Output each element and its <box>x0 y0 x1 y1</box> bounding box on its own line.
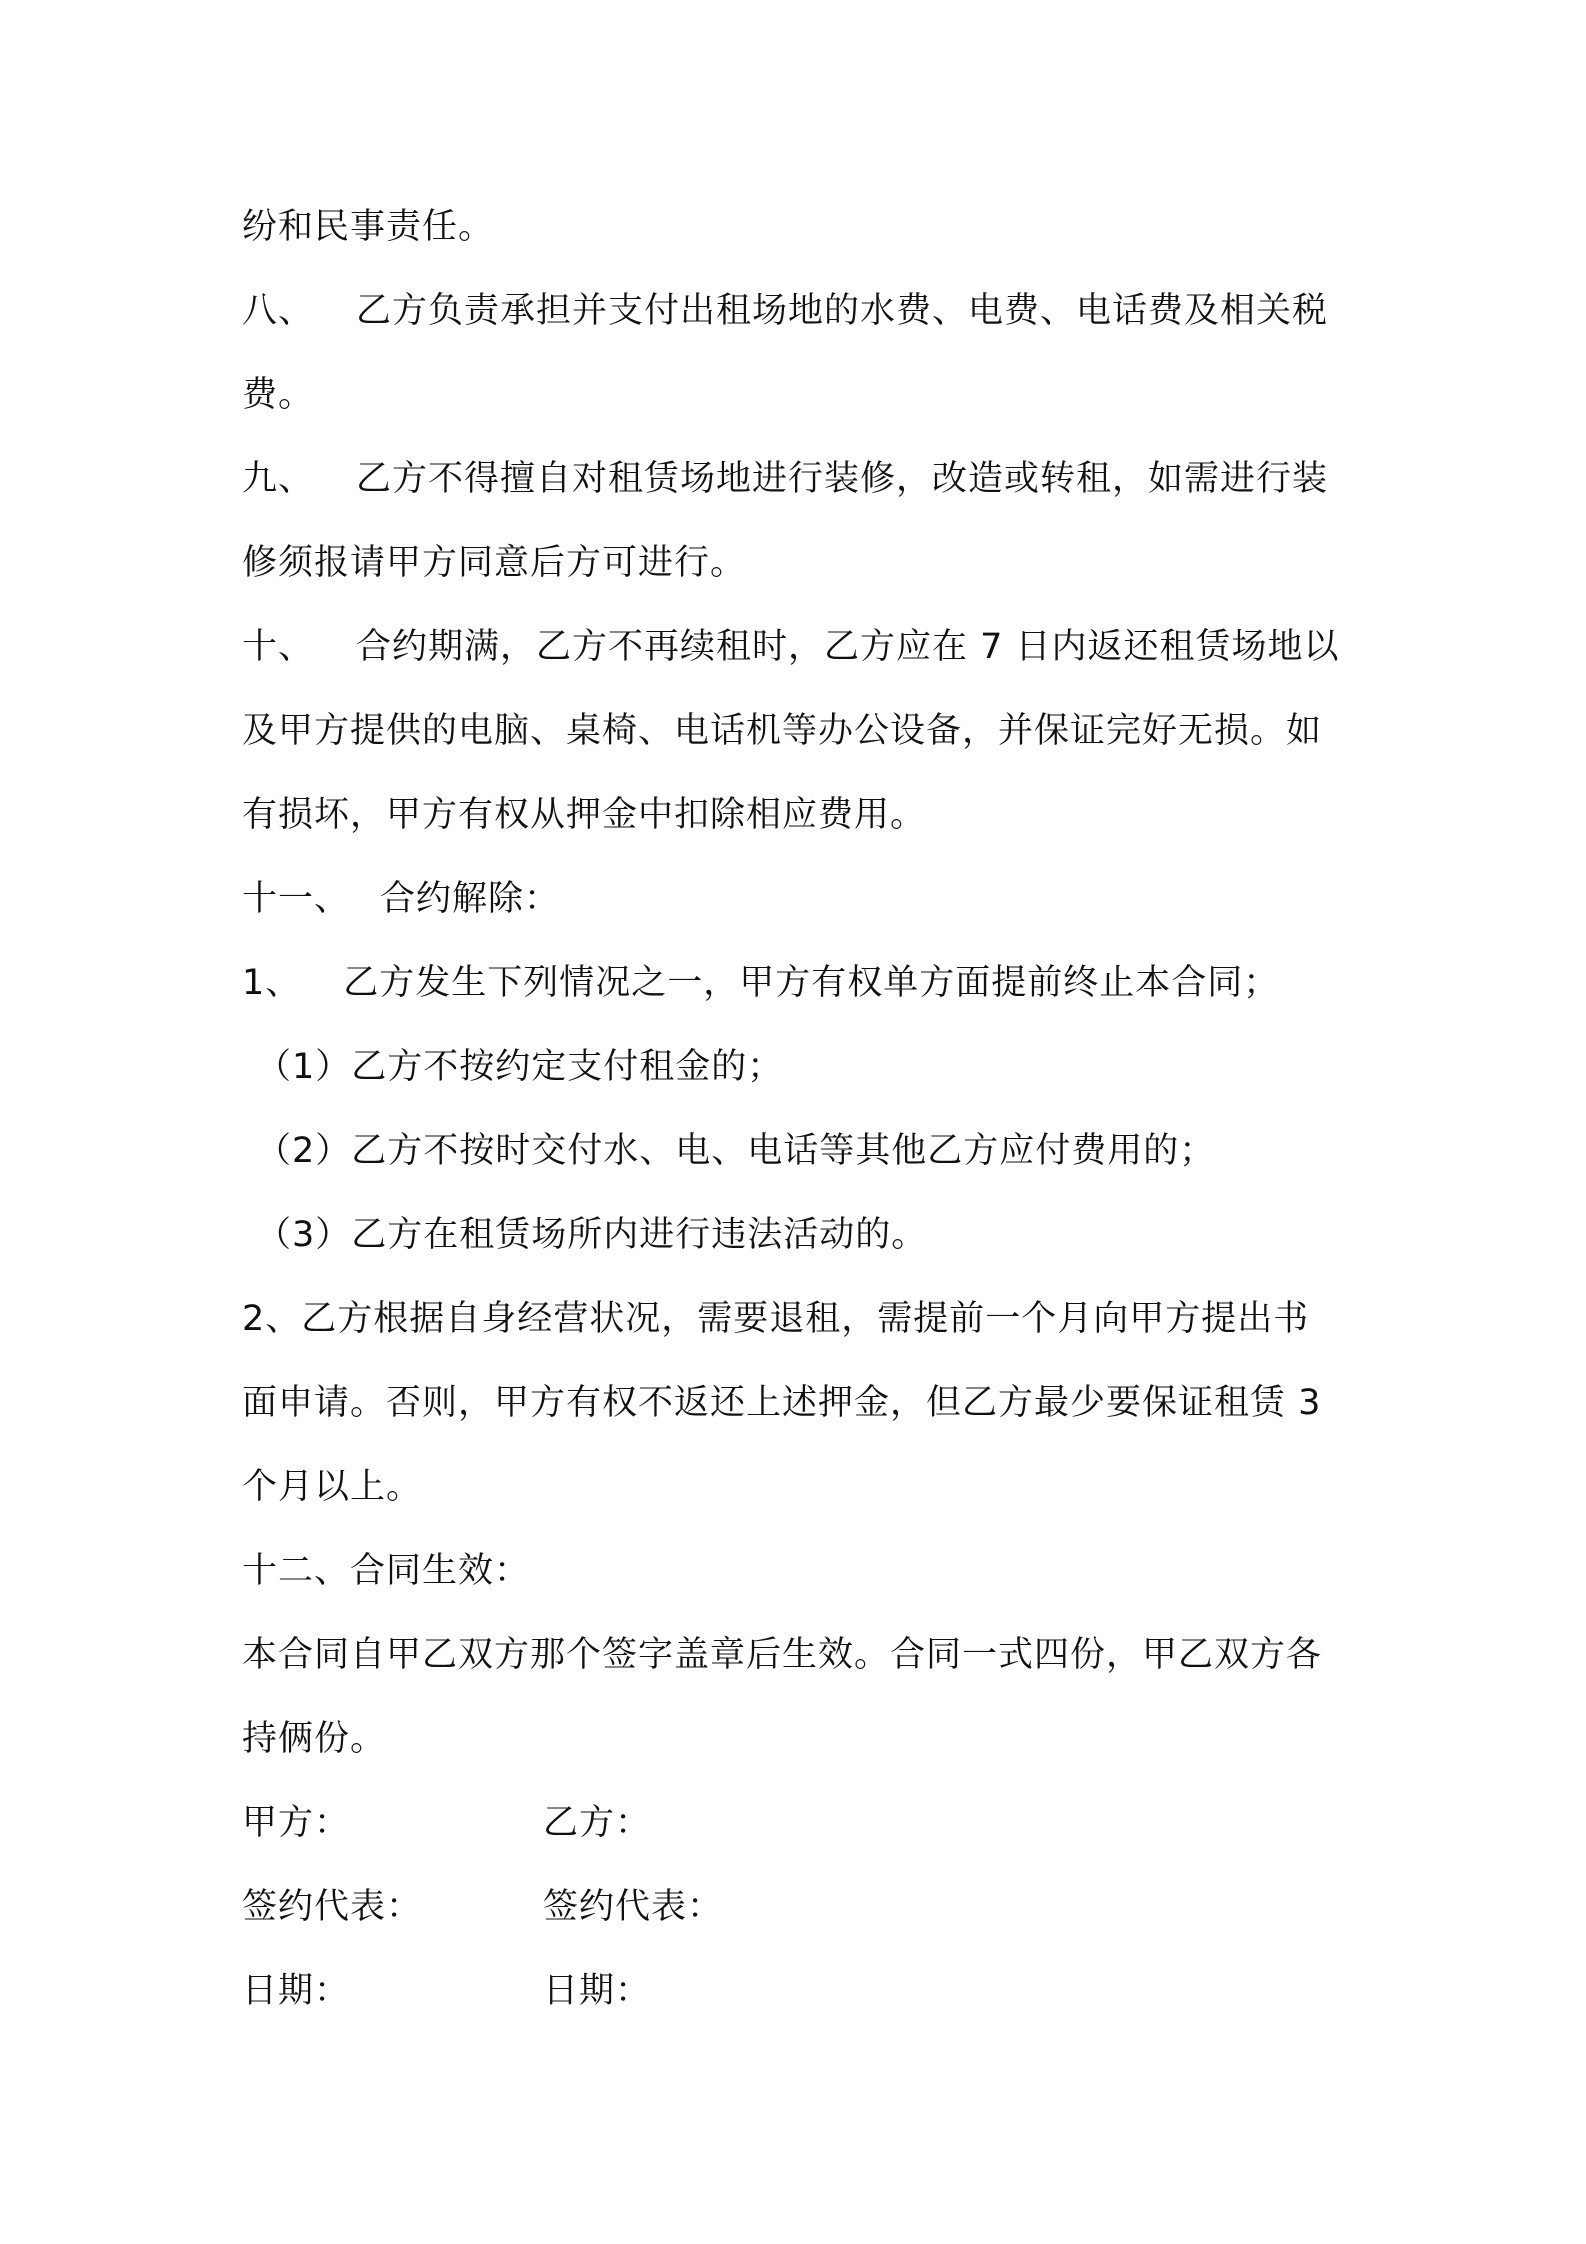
paragraph-line: 个月以上。 <box>242 1467 423 1507</box>
paragraph-line: 费。 <box>242 375 315 415</box>
clause-10 <box>242 625 1340 669</box>
paragraph-line: 持俩份。 <box>242 1719 387 1759</box>
paragraph-line: 及甲方提供的电脑、桌椅、电话机等办公设备，并保证完好无损。如 <box>242 711 1323 751</box>
clause-9 <box>242 457 1328 501</box>
list-item: （2）乙方不按时交付水、电、电话等其他乙方应付费用的； <box>256 1131 1216 1171</box>
clause-text: 乙方负责承担并支付出租场地的水费、电费、电话费及相关税 <box>356 291 1329 331</box>
paragraph-line: 纷和民事责任。 <box>242 207 495 247</box>
party-b-label: 乙方： <box>543 1803 652 1843</box>
date-b-label: 日期： <box>543 1971 652 2011</box>
paragraph-line: 有损坏，甲方有权从押金中扣除相应费用。 <box>242 795 927 835</box>
clause-12-heading: 十二、合同生效： <box>242 1551 531 1591</box>
sub-clause-text: 乙方发生下列情况之一，甲方有权单方面提前终止本合同； <box>343 963 1280 1003</box>
clause-text: 合约期满，乙方不再续租时，乙方应在 7 日内返还租赁场地以 <box>356 627 1340 667</box>
clause-text: 合约解除： <box>380 879 561 919</box>
clause-11 <box>242 877 560 921</box>
clause-text: 乙方不得擅自对租赁场地进行装修，改造或转租，如需进行装 <box>356 459 1329 499</box>
paragraph-line: 修须报请甲方同意后方可进行。 <box>242 543 747 583</box>
party-a-label: 甲方： <box>242 1803 351 1843</box>
clause-number: 九、 <box>242 459 315 499</box>
rep-b-label: 签约代表： <box>543 1887 724 1927</box>
paragraph-line: 本合同自甲乙双方那个签字盖章后生效。合同一式四份，甲乙双方各 <box>242 1635 1323 1675</box>
rep-a-label: 签约代表： <box>242 1887 423 1927</box>
date-a-label: 日期： <box>242 1971 351 2011</box>
list-item: （3）乙方在租赁场所内进行违法活动的。 <box>256 1215 928 1255</box>
paragraph-line: 2、乙方根据自身经营状况，需要退租，需提前一个月向甲方提出书 <box>242 1299 1310 1339</box>
paragraph-line: 面申请。否则，甲方有权不返还上述押金，但乙方最少要保证租赁 3 <box>242 1383 1322 1423</box>
clause-8 <box>242 289 1328 333</box>
sub-clause-1 <box>242 961 1279 1005</box>
clause-number: 八、 <box>242 291 315 331</box>
list-item: （1）乙方不按约定支付租金的； <box>256 1047 784 1087</box>
sub-clause-number: 1、 <box>242 963 302 1003</box>
clause-number: 十、 <box>242 627 315 667</box>
clause-number: 十一、 <box>242 879 351 919</box>
